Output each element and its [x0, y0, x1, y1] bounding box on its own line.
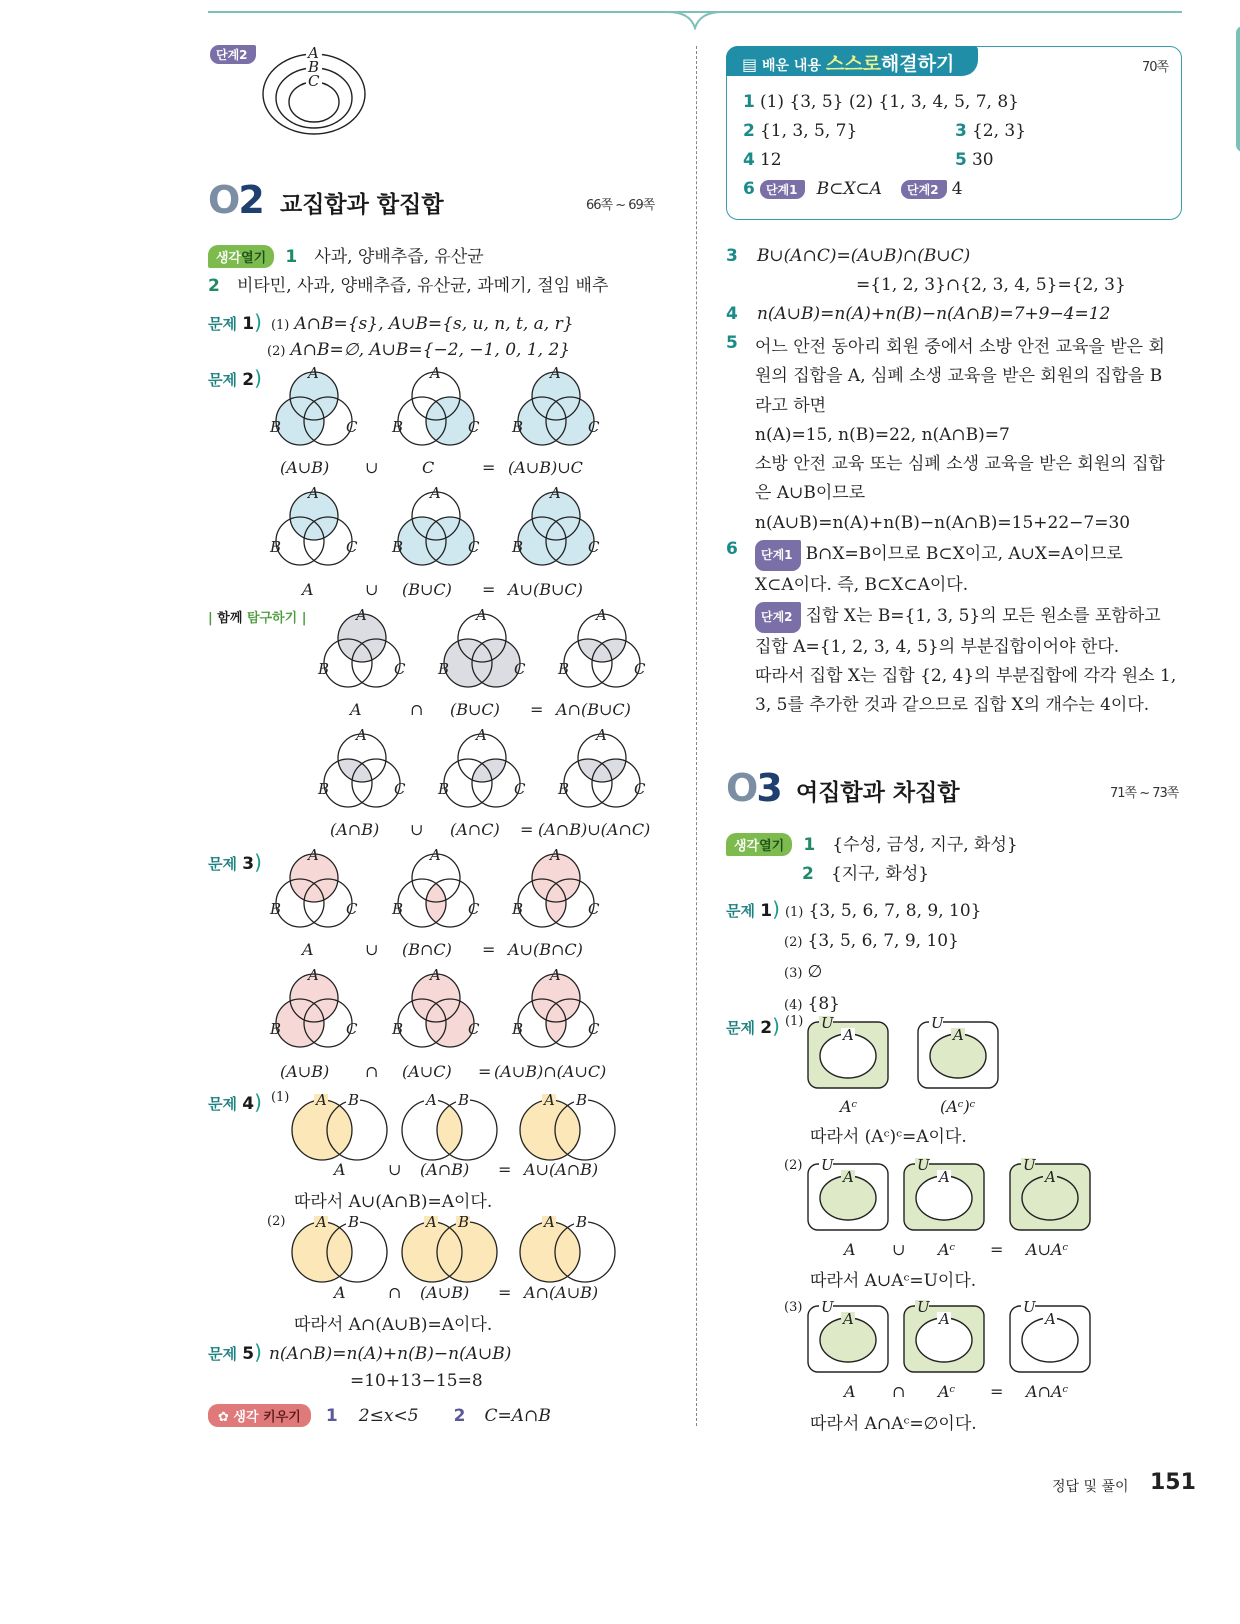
section-title: 여집합과 차집합	[796, 780, 960, 806]
svg-text:C: C	[514, 660, 526, 678]
svg-text:A: A	[426, 1213, 437, 1231]
review-row-6: 6 단계1 B⊂X⊂A 단계2 4	[743, 179, 963, 199]
svg-text:B: B	[392, 418, 404, 436]
think-open-03: 생각열기 1 {수성, 금성, 지구, 화성}	[726, 830, 1018, 856]
step2-answer	[210, 44, 256, 64]
universal-set-diagram	[806, 1016, 890, 1090]
svg-text:A: A	[476, 728, 487, 744]
svg-text:A: A	[308, 44, 319, 62]
svg-text:A: A	[308, 366, 319, 382]
svg-text:B: B	[318, 780, 330, 798]
svg-text:B: B	[270, 418, 282, 436]
venn-diagram-2set	[518, 1090, 618, 1166]
s3-problem-2: 문제 2) $^{(1)}$	[726, 1014, 804, 1038]
review-row-5: 5 30	[955, 150, 994, 170]
p2-part2-conclusion: 따라서 A∪Aᶜ=U이다.	[810, 1271, 977, 1291]
venn-diagram	[390, 848, 486, 932]
problem-1-part-2: (2) A∩B=∅, A∪B={−2, −1, 0, 1, 2}	[267, 340, 571, 360]
svg-text:U: U	[917, 1300, 930, 1316]
svg-text:C: C	[468, 900, 480, 918]
svg-text:C: C	[308, 72, 320, 90]
venn-diagram-2set	[290, 1212, 390, 1288]
venn-diagram-2set	[518, 1212, 618, 1288]
svg-text:U: U	[821, 1300, 834, 1316]
venn-diagram	[556, 728, 652, 812]
svg-text:A: A	[550, 848, 561, 864]
svg-text:A: A	[316, 1213, 327, 1231]
svg-text:A: A	[430, 486, 441, 502]
p4-part2-sub: (2)	[267, 1214, 286, 1229]
universal-set-diagram	[902, 1300, 986, 1374]
think-open-badge: 생각열기	[208, 245, 274, 268]
svg-text:B: B	[512, 900, 524, 918]
think-open-03-item-2: 2 {지구, 화성}	[802, 864, 930, 884]
review-row-2: 2 {1, 3, 5, 7}	[743, 121, 858, 141]
s3-problem-1: 문제 1) (1) {3, 5, 6, 7, 8, 9, 10}	[726, 897, 982, 921]
solution-4: 4 n(A∪B)=n(A)+n(B)−n(A∩B)=7+9−4=12	[726, 304, 1111, 324]
section-pages: 66쪽 ~ 69쪽	[586, 198, 655, 213]
p4-part2-conclusion: 따라서 A∩(A∪B)=A이다.	[294, 1315, 493, 1335]
svg-text:C: C	[468, 538, 480, 556]
problem-2: 문제 2)	[208, 366, 262, 390]
svg-text:B: B	[392, 1020, 404, 1038]
venn-diagram-2set	[290, 1090, 390, 1166]
review-row-4: 4 12	[743, 150, 782, 170]
svg-text:C: C	[588, 538, 600, 556]
section-02-header	[208, 178, 263, 222]
venn-diagram	[436, 608, 532, 692]
svg-text:B: B	[270, 538, 282, 556]
svg-text:B: B	[458, 1213, 470, 1231]
svg-text:U: U	[917, 1158, 930, 1174]
svg-text:B: B	[576, 1213, 588, 1231]
venn-diagram	[510, 366, 606, 450]
svg-text:A: A	[939, 1310, 950, 1328]
svg-text:B: B	[318, 660, 330, 678]
svg-text:A: A	[308, 486, 319, 502]
p2-part1-cap-a: Aᶜ	[840, 1097, 858, 1116]
svg-text:C: C	[346, 1020, 358, 1038]
solution-6-body: 단계1 B∩X=B이므로 B⊂X이고, A∪X=A이므로 X⊂A이다. 즉, B⊂X⊂A이다. 단계2 집합 X는 B={1, 3, 5}의 모든 원소를 포함하고 집합 A={1, 2, 3, 4, 5}의 부분집합이어야 한다. 따라서 집합 X는 집합 {2, 4}의 부분집합에 각각 원소 1, 3, 5를 추가한 것과 같으므로 집합 X의 개수는 4이다.	[755, 539, 1176, 721]
svg-text:B: B	[438, 660, 450, 678]
venn-diagram	[556, 608, 652, 692]
svg-text:B: B	[512, 1020, 524, 1038]
svg-text:U: U	[1023, 1158, 1036, 1174]
svg-text:C: C	[588, 900, 600, 918]
svg-text:B: B	[512, 538, 524, 556]
venn-diagram	[316, 608, 412, 692]
section-pages: 71쪽 ~ 73쪽	[1110, 786, 1179, 801]
column-divider	[696, 46, 697, 1426]
top-rule-notch	[668, 0, 728, 30]
svg-text:A: A	[953, 1026, 964, 1044]
svg-text:A: A	[544, 1091, 555, 1109]
svg-text:A: A	[596, 728, 607, 744]
universal-set-diagram	[902, 1158, 986, 1232]
venn-diagram	[436, 728, 532, 812]
svg-text:A: A	[596, 608, 607, 624]
svg-text:C: C	[346, 538, 358, 556]
venn-diagram	[510, 968, 606, 1052]
svg-text:A: A	[356, 728, 367, 744]
svg-text:A: A	[1045, 1310, 1056, 1328]
svg-text:U: U	[1023, 1300, 1036, 1316]
p2-part3-sub: (3)	[784, 1300, 803, 1315]
svg-text:A: A	[550, 366, 561, 382]
svg-text:B: B	[512, 418, 524, 436]
svg-text:A: A	[308, 848, 319, 864]
venn-diagram-2set	[400, 1090, 500, 1166]
problem-4: 문제 4) $^{(1)}$	[208, 1090, 290, 1114]
p2-part2-sub: (2)	[784, 1158, 803, 1173]
svg-text:A: A	[550, 968, 561, 984]
p2-part3-conclusion: 따라서 A∩Aᶜ=∅이다.	[810, 1414, 977, 1434]
svg-text:B: B	[392, 538, 404, 556]
svg-text:A: A	[308, 968, 319, 984]
svg-text:B: B	[270, 900, 282, 918]
page-number: 151	[1150, 1470, 1196, 1495]
venn-diagram	[390, 366, 486, 450]
svg-text:A: A	[544, 1213, 555, 1231]
section-03-header	[726, 766, 781, 810]
scroll-icon: ▤	[742, 55, 758, 74]
svg-text:A: A	[430, 968, 441, 984]
section-title: 교집합과 합집합	[280, 192, 444, 218]
problem-5: 문제 5) n(A∩B)=n(A)+n(B)−n(A∪B)	[208, 1340, 512, 1364]
think-open: 생각열기 1 사과, 양배추즙, 유산균	[208, 242, 484, 268]
svg-text:B: B	[308, 58, 320, 76]
svg-text:C: C	[346, 900, 358, 918]
svg-text:B: B	[348, 1213, 360, 1231]
svg-text:B: B	[558, 660, 570, 678]
venn-diagram	[390, 486, 486, 570]
svg-text:B: B	[458, 1091, 470, 1109]
venn-diagram	[268, 848, 364, 932]
venn-diagram	[316, 728, 412, 812]
solution-3-line2: ={1, 2, 3}∩{2, 3, 4, 5}={2, 3}	[856, 275, 1126, 295]
explore-together-label: | 함께 탐구하기 |	[208, 611, 307, 626]
svg-text:C: C	[346, 418, 358, 436]
svg-text:C: C	[394, 660, 406, 678]
problem-5-line2: =10+13−15=8	[350, 1371, 483, 1391]
svg-text:B: B	[438, 780, 450, 798]
venn-diagram-2set	[400, 1212, 500, 1288]
solution-3: 3 B∪(A∩C)=(A∪B)∩(B∪C)	[726, 246, 971, 266]
svg-text:C: C	[468, 418, 480, 436]
svg-text:C: C	[514, 780, 526, 798]
s3-problem-1-rest: (2) {3, 5, 6, 7, 9, 10} (3) ∅ (4) {8}	[784, 931, 959, 1014]
svg-text:C: C	[634, 660, 646, 678]
svg-text:B: B	[270, 1020, 282, 1038]
svg-text:B: B	[576, 1091, 588, 1109]
venn-diagram	[510, 848, 606, 932]
svg-text:A: A	[1045, 1168, 1056, 1186]
svg-text:A: A	[843, 1168, 854, 1186]
solution-6: 6	[726, 539, 738, 559]
svg-text:C: C	[634, 780, 646, 798]
review-pages: 70쪽	[1142, 60, 1169, 75]
svg-text:C: C	[394, 780, 406, 798]
venn-diagram	[268, 486, 364, 570]
venn-diagram	[510, 486, 606, 570]
universal-set-diagram	[1008, 1300, 1092, 1374]
grow-thinking-badge: ✿ 생각 키우기	[208, 1404, 311, 1427]
svg-text:B: B	[558, 780, 570, 798]
svg-text:A: A	[430, 366, 441, 382]
svg-text:A: A	[430, 848, 441, 864]
svg-text:A: A	[843, 1310, 854, 1328]
svg-text:C: C	[588, 1020, 600, 1038]
venn-diagram	[268, 366, 364, 450]
svg-text:U: U	[821, 1158, 834, 1174]
think-open-item-2: 2 비타민, 사과, 양배추즙, 유산균, 과메기, 절임 배추	[208, 276, 609, 296]
svg-text:U: U	[931, 1016, 944, 1032]
problem-1: 문제 1) (1) A∩B={s}, A∪B={s, u, n, t, a, r}	[208, 310, 574, 334]
svg-text:C: C	[588, 418, 600, 436]
venn-diagram	[268, 968, 364, 1052]
footer-label: 정답 및 풀이	[1052, 1479, 1129, 1495]
review-row-3: 3 {2, 3}	[955, 121, 1027, 141]
svg-text:A: A	[939, 1168, 950, 1186]
chapter-side-tab[interactable]	[1236, 26, 1240, 152]
p2-part1-conclusion: 따라서 (Aᶜ)ᶜ=A이다.	[810, 1127, 967, 1147]
universal-set-diagram	[806, 1158, 890, 1232]
p4-part1-conclusion: 따라서 A∪(A∩B)=A이다.	[294, 1192, 493, 1212]
svg-text:A: A	[476, 608, 487, 624]
section-number: O2	[208, 178, 263, 222]
svg-text:B: B	[348, 1091, 360, 1109]
svg-text:A: A	[356, 608, 367, 624]
svg-text:C: C	[468, 1020, 480, 1038]
svg-text:A: A	[316, 1091, 327, 1109]
universal-set-diagram	[916, 1016, 1000, 1090]
solution-5: 5	[726, 333, 738, 353]
svg-text:A: A	[843, 1026, 854, 1044]
p2-part1-cap-b: (Aᶜ)ᶜ	[940, 1097, 976, 1116]
svg-text:A: A	[426, 1091, 437, 1109]
svg-text:A: A	[550, 486, 561, 502]
grow-thinking: ✿ 생각 키우기 1 2≤x<5 2 C=A∩B	[208, 1404, 551, 1427]
step-chip: 단계2	[210, 45, 256, 64]
section-number: O3	[726, 766, 781, 810]
universal-set-diagram	[1008, 1158, 1092, 1232]
venn-diagram	[390, 968, 486, 1052]
solution-5-body: 어느 안전 동아리 회원 중에서 소방 안전 교육을 받은 회 원의 집합을 A, 심폐 소생 교육을 받은 회원의 집합을 B 라고 하면 n(A)=15, n(B)=22, n(A∩B)=7 소방 안전 교육 또는 심폐 소생 교육을 받은 회원의 집합 은 A∪B이므로 n(A∪B)=n(A)+n(B)−n(A∩B)=15+22−7=30	[755, 337, 1165, 533]
svg-text:U: U	[821, 1016, 834, 1032]
universal-set-diagram	[806, 1300, 890, 1374]
review-row-1: 1 (1) {3, 5} (2) {1, 3, 4, 5, 7, 8}	[743, 92, 1019, 112]
self-review-title: ▤ 배운 내용 스스로해결하기	[742, 53, 955, 75]
nested-sets-diagram	[260, 40, 372, 140]
svg-text:B: B	[392, 900, 404, 918]
problem-3: 문제 3)	[208, 850, 262, 874]
